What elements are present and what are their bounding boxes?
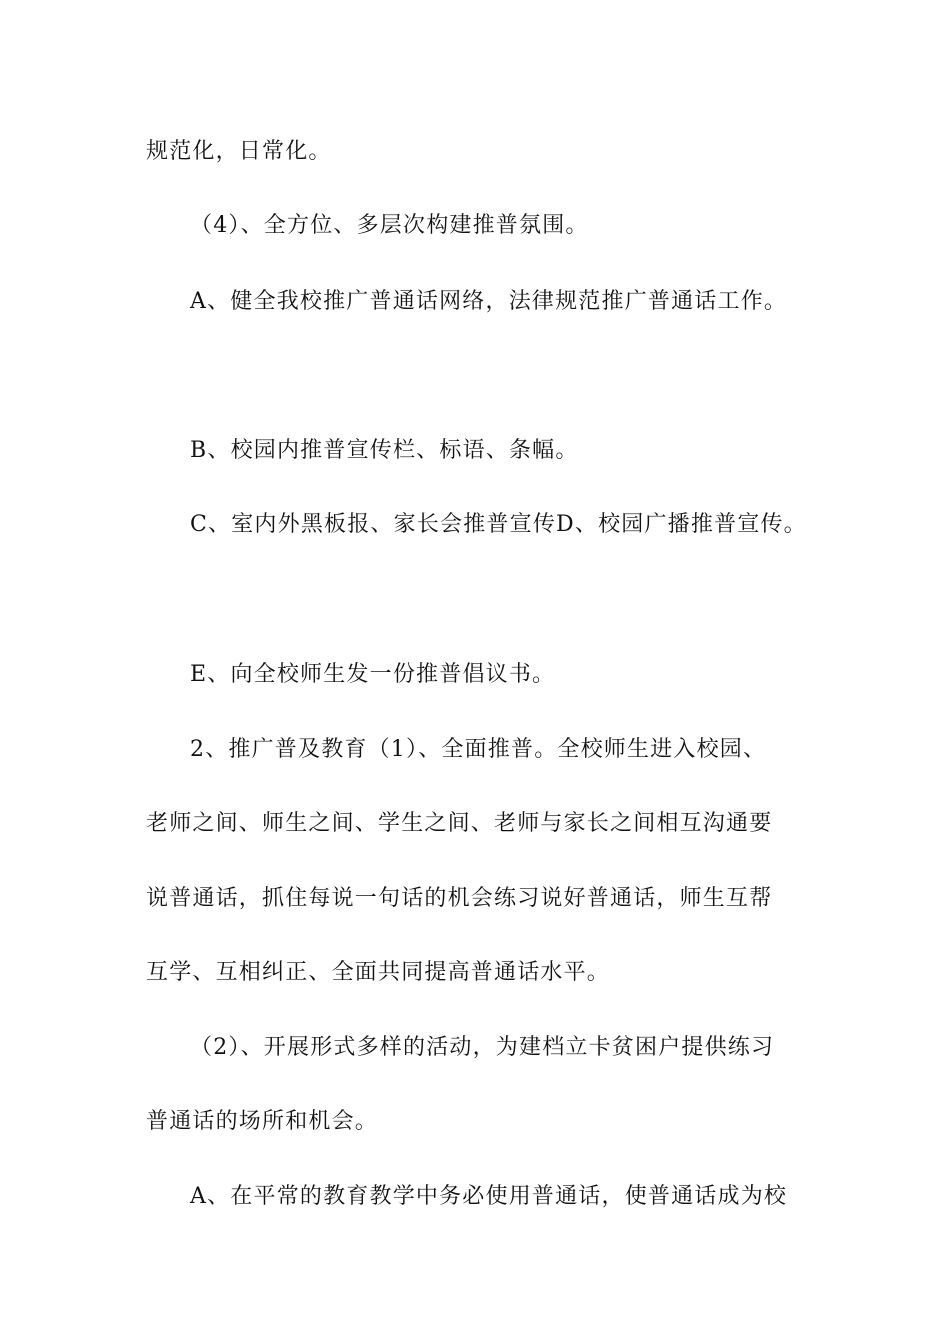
text-line-9: 说普通话，抓住每说一句话的机会练习说好普通话，师生互帮 — [146, 886, 773, 911]
text-line-13: A、在平常的教育教学中务必使用普通话，使普通话成为校 — [190, 1184, 788, 1209]
text-line-10: 互学、互相纠正、全面共同提高普通话水平。 — [146, 960, 611, 985]
text-line-11: （2）、开展形式多样的活动，为建档立卡贫困户提供练习 — [190, 1035, 775, 1060]
text-line-7: 2、推广普及教育（1）、全面推普。全校师生进入校园、 — [190, 737, 767, 762]
text-line-4: B、校园内推普宣传栏、标语、条幅。 — [190, 438, 579, 463]
text-line-6: E、向全校师生发一份推普倡议书。 — [190, 662, 556, 687]
text-line-3: A、健全我校推广普通话网络，法律规范推广普通话工作。 — [190, 289, 788, 314]
text-line-12: 普通话的场所和机会。 — [146, 1109, 379, 1134]
text-line-5: C、室内外黑板报、家长会推普宣传D、校园广播推普宣传。 — [190, 512, 807, 537]
text-line-2: （4）、全方位、多层次构建推普氛围。 — [190, 213, 589, 238]
text-line-8: 老师之间、师生之间、学生之间、老师与家长之间相互沟通要 — [146, 811, 773, 836]
text-line-1: 规范化，日常化。 — [146, 139, 332, 164]
